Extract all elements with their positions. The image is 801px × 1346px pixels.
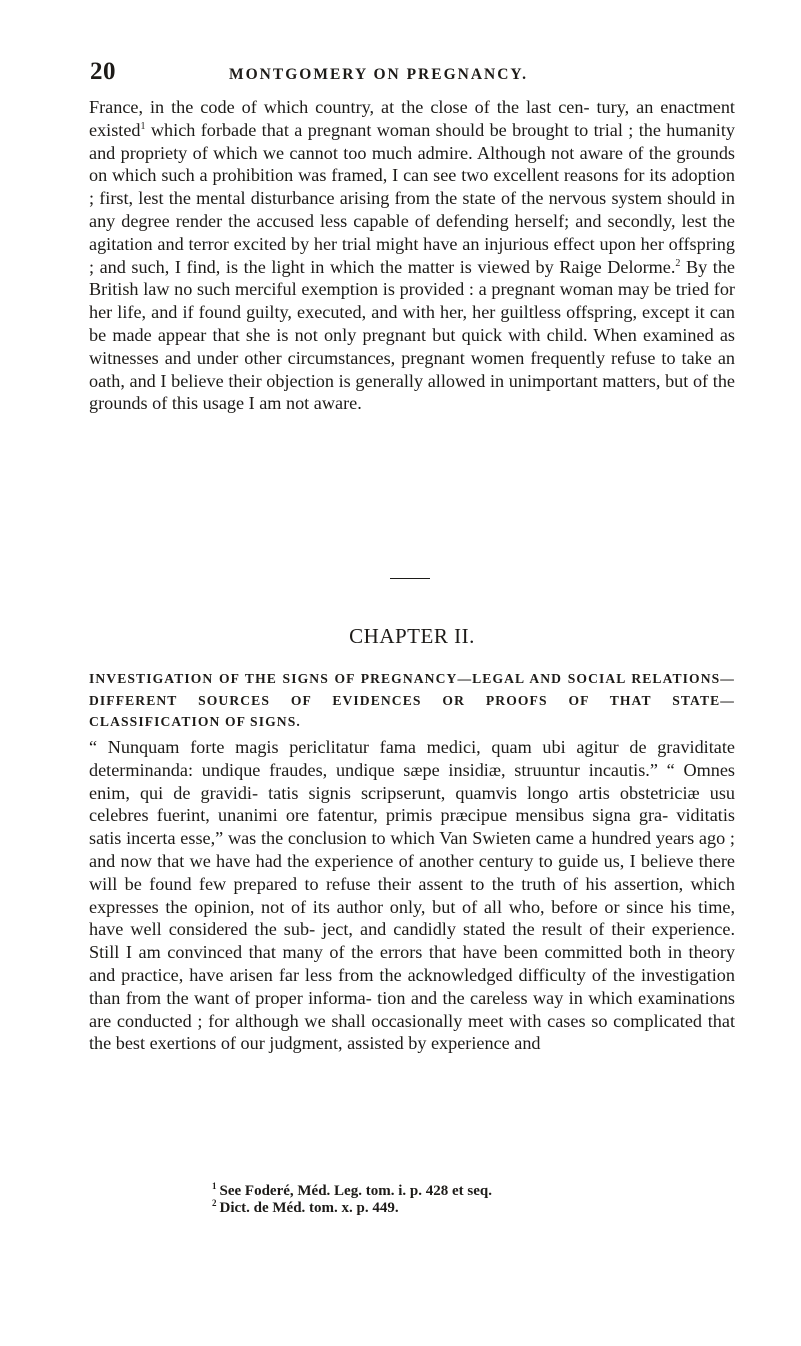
- paragraph-france: [89, 96, 735, 415]
- chapter-title: CHAPTER II.: [349, 624, 475, 648]
- footnote-ref-2: 2: [675, 257, 681, 269]
- footnote-1: [212, 1183, 492, 1200]
- footnote-2: [212, 1200, 492, 1217]
- page-header: [90, 58, 730, 88]
- section-divider: [390, 578, 430, 579]
- footnote-ref-1: 1: [140, 120, 146, 132]
- paragraph-france-part2: which forbade that a pregnant woman should be brought to trial ; the humanity and propriety of which we cannot too much admire. Although not aware of the grounds on which such a prohibition was framed, I can see two excellent reasons for its adoption ; first, lest the mental disturbance arising from the state of the nervous system should in any degree render the accused less capable of defending herself; and secondly, lest the agitation and terror excited by her trial might have an injurious effect upon her offspring ; and such, I find, is the light in which the matter is viewed by Raige Delorme.: [89, 119, 735, 277]
- paragraph-france-part1: France, in the code of which country, at the close of the last cen- tury, an enactment existed: [89, 97, 735, 140]
- footnotes: [212, 1183, 492, 1217]
- footnote-mark-2: 2: [212, 1198, 217, 1208]
- paragraph-nunquam: “ Nunquam forte magis periclitatur fama medici, quam ubi agitur de graviditate determinanda: undique fraudes, undique sæpe insidiæ, struuntur incautis.” “ Omnes enim, qui de gravidi- tatis signis scripserunt, quamvis longo artis obstetriciæ usu celebres fuerint, unanimi ore fatentur, primis præcipue mensibus signa gra- viditatis satis incerta esse,” was the conclusion to which Van Swieten came a hundred years ago ; and now that we have had the experience of another century to guide us, I believe there will be found few prepared to refuse their assent to the truth of his assertion, which expresses the opinion, not of its author only, but of all who, before or since his time, have well considered the sub- ject, and candidly stated the result of their experience. Still I am convinced that many of the errors that have been committed both in theory and practice, have arisen far less from the acknowledged difficulty of the investigation than from the want of proper informa- tion and the careless way in which examinations are conducted ; for although we shall occasionally meet with cases so complicated that the best exertions of our judgment, assisted by experience and: [89, 737, 735, 1054]
- paragraph-france-part3: By the British law no such merciful exemption is provided : a pregnant woman may be tried for her life, and if found guilty, executed, and with her, her guiltless offspring, except it can be made appear that she is not only pregnant but quick with child. When examined as witnesses and under other circumstances, pregnant women frequently refuse to take an oath, and I believe their objection is generally allowed in unimportant matters, but of the grounds of this usage I am not aware.: [89, 256, 735, 414]
- footnote-mark-1: 1: [212, 1181, 217, 1191]
- chapter-summary: INVESTIGATION OF THE SIGNS OF PREGNANCY—LEGAL AND SOCIAL RELATIONS—DIFFERENT SOURCES OF EVIDENCES OR PROOFS OF THAT STATE—CLASSIFICATION OF SIGNS.: [89, 671, 735, 729]
- footnote-text-1: See Foderé, Méd. Leg. tom. i. p. 428 et seq.: [219, 1183, 492, 1199]
- page-number: 20: [90, 58, 116, 85]
- footnote-text-2: Dict. de Méd. tom. x. p. 449.: [219, 1200, 399, 1216]
- running-title: MONTGOMERY ON PREGNANCY.: [229, 66, 529, 83]
